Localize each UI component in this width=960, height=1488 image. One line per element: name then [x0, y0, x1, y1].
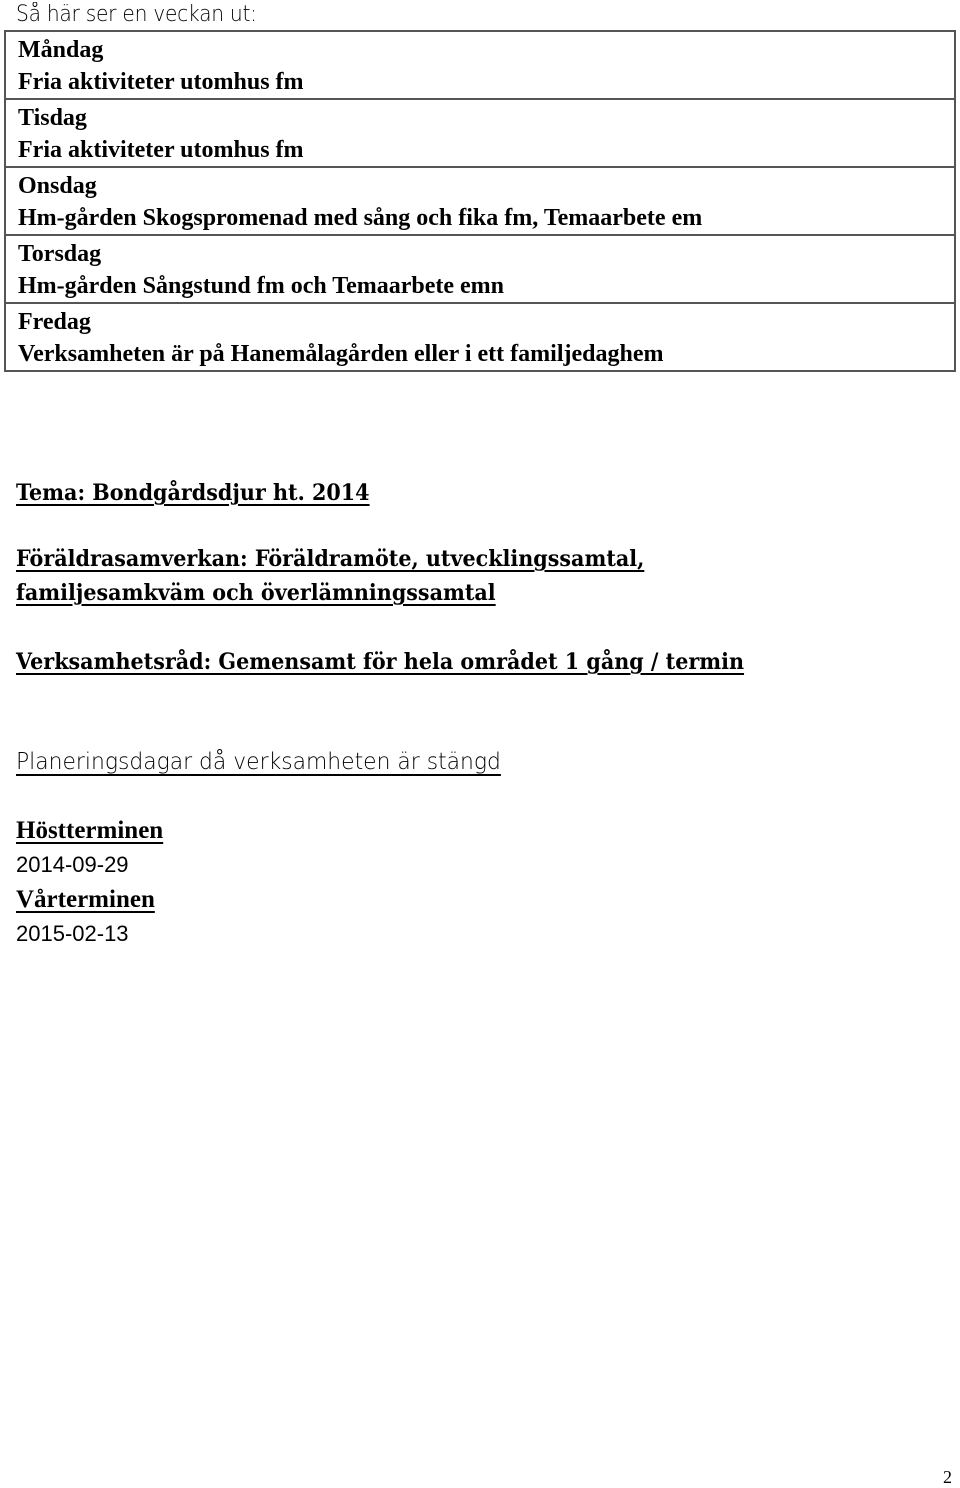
table-row [5, 99, 955, 167]
day-activity: Fria aktiviteter utomhus fm [18, 69, 304, 95]
table-row [5, 31, 955, 99]
table-row [5, 235, 955, 303]
term-date-autumn: 2014-09-29 [16, 852, 129, 877]
planeringsdagar-heading: Planeringsdagar då verksamheten är stängd [16, 749, 501, 775]
day-label: Onsdag [18, 173, 97, 199]
day-label: Tisdag [18, 105, 87, 131]
day-label: Torsdag [18, 241, 102, 267]
term-date-spring: 2015-02-13 [16, 921, 129, 946]
term-name-autumn: Höstterminen [16, 817, 164, 844]
schedule-cell [5, 31, 955, 99]
week-schedule-table [4, 30, 956, 372]
tema-heading: Tema: Bondgårdsdjur ht. 2014 [16, 480, 370, 506]
schedule-cell [5, 99, 955, 167]
table-row [5, 303, 955, 371]
day-activity: Fria aktiviteter utomhus fm [18, 137, 304, 163]
term-name-spring: Vårterminen [16, 886, 155, 913]
day-activity: Hm-gården Skogspromenad med sång och fika fm, Temaarbete em [18, 205, 703, 231]
week-heading: Så här ser en veckan ut: [16, 2, 257, 27]
table-row [5, 167, 955, 235]
schedule-cell [5, 235, 955, 303]
foraldrasamverkan-line-1: Föräldrasamverkan: Föräldramöte, utvecklingssamtal, [16, 546, 645, 572]
day-label: Måndag [18, 37, 104, 63]
day-label: Fredag [18, 309, 91, 335]
day-activity: Hm-gården Sångstund fm och Temaarbete emn [18, 273, 505, 299]
schedule-cell [5, 303, 955, 371]
schedule-cell [5, 167, 955, 235]
verksamhetsrad-heading: Verksamhetsråd: Gemensamt för hela området 1 gång / termin [16, 649, 745, 675]
foraldrasamverkan-line-2: familjesamkväm och överlämningssamtal [16, 580, 496, 606]
day-activity: Verksamheten är på Hanemålagården eller i ett familjedaghem [18, 341, 664, 367]
page-number: 2 [943, 1467, 952, 1487]
